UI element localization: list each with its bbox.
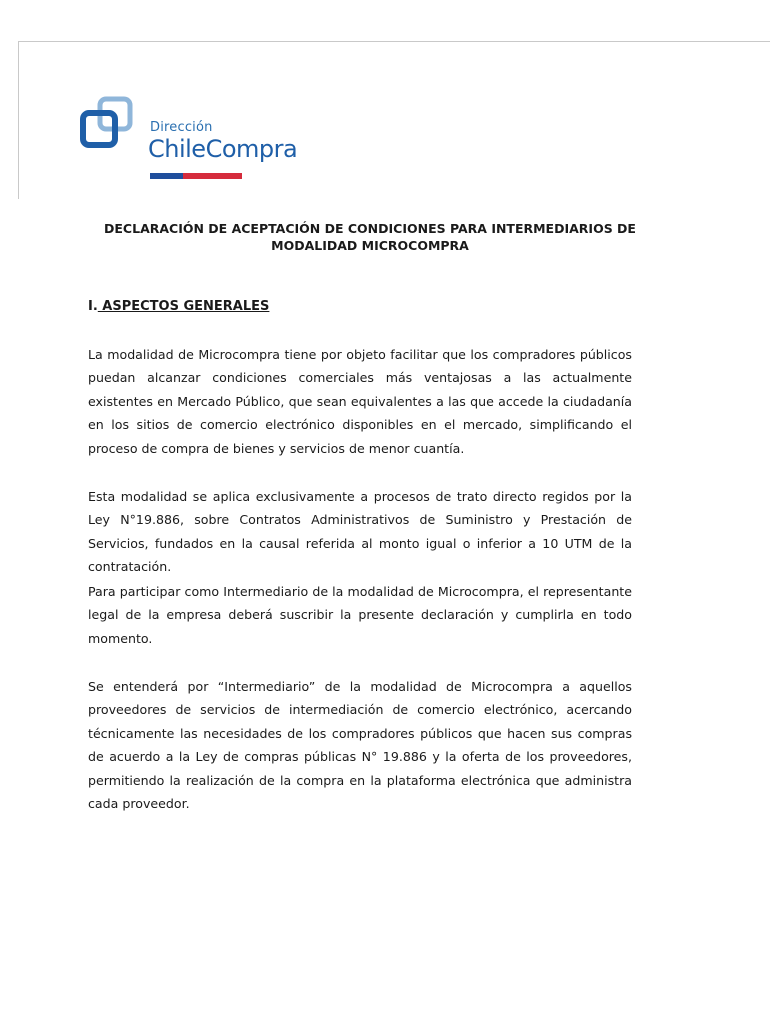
chilecompra-logo: [80, 96, 320, 186]
logo-flag-stripe: [150, 173, 242, 179]
paragraph-4: Se entenderá por “Intermediario” de la modalidad de Microcompra a aquellos proveedores de servicios de intermediación de comercio electrónico, acercando técnicamente las necesidades de los compradores públicos que hacen sus compras de acuerdo a la Ley de compras públicas N° 19.886 y la oferta de los proveedores, permitiendo la realización de la compra en la plataforma electrónica que administra cada proveedor.: [88, 679, 632, 812]
logo-text-direccion: Dirección: [150, 120, 213, 135]
document-title: [70, 220, 670, 254]
section-number: I.: [88, 299, 98, 314]
paragraph-1: La modalidad de Microcompra tiene por objeto facilitar que los compradores públicos puedan alcanzar condiciones comerciales más ventajosas a las actualmente existentes en Mercado Público, que sean equivalentes a las que accede la ciudadanía en los sitios de comercio electrónico disponibles en el mercado, simplificando el proceso de compra de bienes y servicios de menor cuantía.: [88, 347, 632, 456]
logo-text-chilecompra: ChileCompra: [148, 135, 298, 163]
paragraph-2: Esta modalidad se aplica exclusivamente a procesos de trato directo regidos por la Ley N°19.886, sobre Contratos Administrativos de Suministro y Prestación de Servicios, fundados en la causal referida al monto igual o inferior a 10 UTM de la contratación.: [88, 489, 632, 575]
paragraph-3: Para participar como Intermediario de la modalidad de Microcompra, el representante legal de la empresa deberá suscribir la presente declaración y cumplirla en todo momento.: [88, 584, 632, 646]
document-title-line-1: DECLARACIÓN DE ACEPTACIÓN DE CONDICIONES PARA INTERMEDIARIOS DE: [104, 221, 636, 236]
section-heading: [88, 298, 269, 316]
document-title-line-2: MODALIDAD MICROCOMPRA: [271, 238, 469, 253]
chilecompra-squares-icon: [80, 96, 144, 166]
section-heading-text: ASPECTOS GENERALES: [97, 299, 270, 314]
